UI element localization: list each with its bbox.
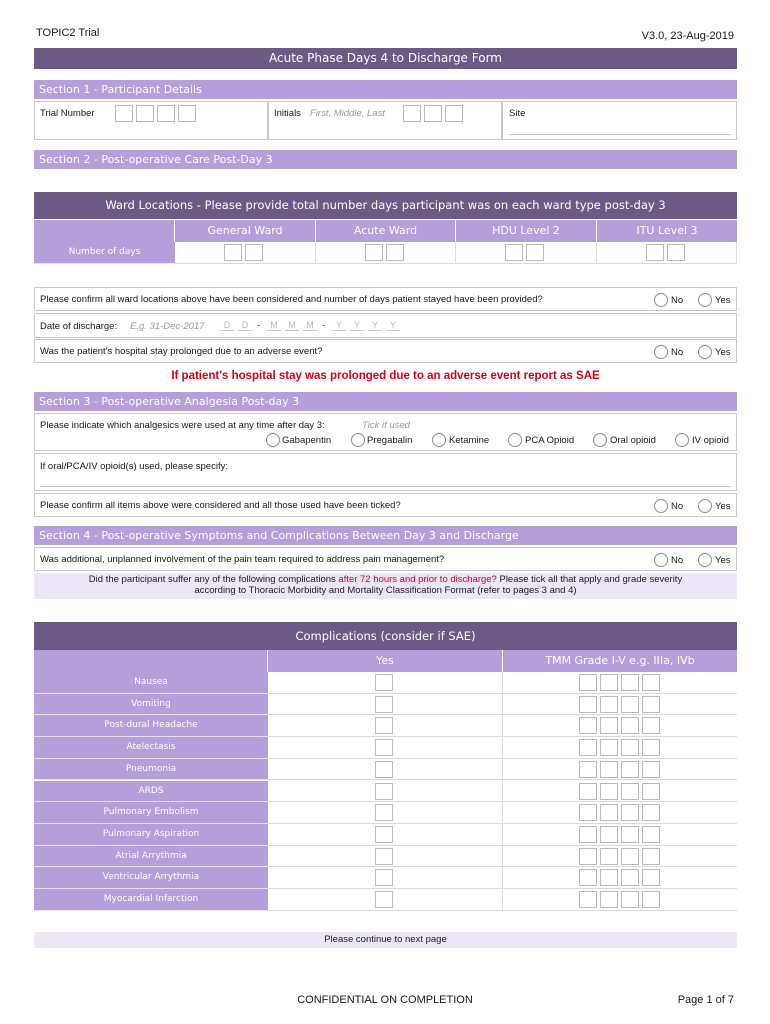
continue-note: Please continue to next page bbox=[34, 932, 737, 948]
section3-title: Section 3 - Post-operative Analgesia Post-day 3 bbox=[34, 392, 737, 411]
tmm-grade-box[interactable] bbox=[579, 696, 597, 713]
ward-locations-title: Ward Locations - Please provide total number days participant was on each ward type post-day 3 bbox=[34, 192, 737, 219]
complication-grade-cell bbox=[503, 889, 737, 911]
section1-title: Section 1 - Participant Details bbox=[34, 80, 737, 99]
pca-opioid-checkbox[interactable] bbox=[508, 433, 522, 447]
pain-team-row bbox=[34, 547, 737, 571]
complication-yes-cell bbox=[268, 867, 503, 889]
pain-team-question: Was additional, unplanned involvement of the pain team required to address pain management? bbox=[40, 554, 445, 565]
pain-team-no-radio[interactable] bbox=[654, 553, 668, 567]
no-label: No bbox=[671, 347, 684, 358]
complication-yes-cell bbox=[268, 694, 503, 716]
pregabalin-label: Pregabalin bbox=[367, 435, 413, 446]
prolonged-no-radio[interactable] bbox=[654, 345, 668, 359]
tmm-grade-box[interactable] bbox=[621, 869, 639, 886]
tmm-grade-box[interactable] bbox=[621, 804, 639, 821]
initials-hint: First, Middle, Last bbox=[310, 108, 385, 119]
days-digit[interactable] bbox=[224, 244, 242, 261]
opioid-specify-field[interactable] bbox=[40, 486, 731, 487]
hdu-days bbox=[456, 242, 597, 264]
tmm-grade-box[interactable] bbox=[642, 717, 660, 734]
oral-opioid-checkbox[interactable] bbox=[593, 433, 607, 447]
instruction-text: Did the participant suffer any of the following complications bbox=[88, 574, 339, 585]
analgesics-row bbox=[34, 413, 737, 451]
complication-yes-checkbox[interactable] bbox=[375, 761, 393, 778]
confirm-items-row bbox=[34, 493, 737, 517]
trial-name: TOPIC2 Trial bbox=[36, 27, 100, 39]
complication-grade-cell bbox=[503, 672, 737, 694]
complication-grade-cell bbox=[503, 846, 737, 868]
tmm-grade-box[interactable] bbox=[642, 783, 660, 800]
col-hdu-level-2: HDU Level 2 bbox=[456, 220, 597, 242]
tmm-grade-box[interactable] bbox=[600, 761, 618, 778]
tmm-grade-box[interactable] bbox=[621, 761, 639, 778]
tmm-grade-box[interactable] bbox=[642, 869, 660, 886]
ketamine-label: Ketamine bbox=[449, 435, 490, 446]
days-digit[interactable] bbox=[646, 244, 664, 261]
tmm-grade-box[interactable] bbox=[621, 783, 639, 800]
complication-yes-cell bbox=[268, 846, 503, 868]
acute-ward-days bbox=[316, 242, 456, 264]
iv-opioid-checkbox[interactable] bbox=[675, 433, 689, 447]
page-number: Page 1 of 7 bbox=[677, 994, 734, 1006]
no-label: No bbox=[671, 501, 684, 512]
col-itu-level-3: ITU Level 3 bbox=[597, 220, 737, 242]
ward-confirm-no-radio[interactable] bbox=[654, 293, 668, 307]
complication-label: Pulmonary Embolism bbox=[34, 802, 268, 824]
tmm-grade-box[interactable] bbox=[621, 826, 639, 843]
tmm-grade-box[interactable] bbox=[642, 848, 660, 865]
no-label: No bbox=[671, 555, 684, 566]
date-month-2[interactable]: M bbox=[285, 320, 299, 331]
opioid-specify-row bbox=[34, 453, 737, 491]
date-separator: - bbox=[257, 320, 261, 331]
initials-box bbox=[268, 101, 502, 140]
oral-opioid-label: Oral opioid bbox=[610, 435, 656, 446]
complication-label: Nausea bbox=[34, 672, 268, 694]
pca-opioid-label: PCA Opioid bbox=[525, 435, 575, 446]
opioid-specify-label: If oral/PCA/IV opioid(s) used, please specify: bbox=[40, 461, 228, 472]
complication-label: Pneumonia bbox=[34, 759, 268, 781]
tmm-grade-box[interactable] bbox=[579, 739, 597, 756]
complication-grade-cell bbox=[503, 694, 737, 716]
trial-number-digit[interactable] bbox=[136, 105, 154, 122]
tmm-grade-box[interactable] bbox=[621, 739, 639, 756]
prolonged-yes-radio[interactable] bbox=[698, 345, 712, 359]
complication-yes-cell bbox=[268, 824, 503, 846]
tmm-grade-box[interactable] bbox=[579, 848, 597, 865]
complication-grade-cell bbox=[503, 802, 737, 824]
date-day-2[interactable]: D bbox=[238, 320, 252, 331]
prolonged-row bbox=[34, 339, 737, 363]
tmm-grade-box[interactable] bbox=[642, 804, 660, 821]
complication-yes-checkbox[interactable] bbox=[375, 848, 393, 865]
trial-number-box bbox=[34, 101, 268, 140]
instruction-highlight: after 72 hours and prior to discharge? bbox=[338, 574, 497, 585]
date-day-1[interactable]: D bbox=[220, 320, 234, 331]
complication-label: Pulmonary Aspiration bbox=[34, 824, 268, 846]
days-digit[interactable] bbox=[526, 244, 544, 261]
tmm-grade-box[interactable] bbox=[621, 848, 639, 865]
yes-label: Yes bbox=[715, 295, 731, 306]
tmm-grade-box[interactable] bbox=[600, 783, 618, 800]
tmm-grade-box[interactable] bbox=[579, 891, 597, 908]
tmm-grade-box[interactable] bbox=[600, 848, 618, 865]
tmm-grade-box[interactable] bbox=[600, 891, 618, 908]
instruction-text: Please tick all that apply and grade severity bbox=[496, 574, 683, 585]
complication-grade-cell bbox=[503, 715, 737, 737]
tmm-grade-box[interactable] bbox=[579, 717, 597, 734]
tmm-grade-box[interactable] bbox=[642, 761, 660, 778]
analgesics-question: Please indicate which analgesics were used at any time after day 3: bbox=[40, 420, 325, 431]
yes-label: Yes bbox=[715, 501, 731, 512]
tmm-grade-box[interactable] bbox=[642, 674, 660, 691]
ward-confirm-question: Please confirm all ward locations above have been considered and number of days patient stayed have been provided? bbox=[40, 294, 543, 305]
complication-yes-checkbox[interactable] bbox=[375, 826, 393, 843]
tmm-grade-box[interactable] bbox=[600, 674, 618, 691]
date-month-1[interactable]: M bbox=[267, 320, 281, 331]
complications-title: Complications (consider if SAE) bbox=[34, 622, 737, 650]
complication-yes-checkbox[interactable] bbox=[375, 717, 393, 734]
date-month-3[interactable]: M bbox=[303, 320, 317, 331]
complication-yes-checkbox[interactable] bbox=[375, 891, 393, 908]
section2-title: Section 2 - Post-operative Care Post-Day 3 bbox=[34, 150, 737, 169]
prolonged-question: Was the patient's hospital stay prolonged due to an adverse event? bbox=[40, 346, 323, 357]
trial-number-label: Trial Number bbox=[40, 108, 95, 119]
tmm-grade-box[interactable] bbox=[579, 804, 597, 821]
tmm-grade-box[interactable] bbox=[600, 739, 618, 756]
initials-label: Initials bbox=[274, 108, 301, 119]
date-separator: - bbox=[322, 320, 326, 331]
discharge-date-row bbox=[34, 313, 737, 338]
complication-grade-cell bbox=[503, 824, 737, 846]
trial-number-digit[interactable] bbox=[157, 105, 175, 122]
complication-yes-cell bbox=[268, 715, 503, 737]
confirm-items-yes-radio[interactable] bbox=[698, 499, 712, 513]
discharge-date-hint: E.g. 31-Dec-2017 bbox=[130, 321, 205, 332]
complication-yes-checkbox[interactable] bbox=[375, 869, 393, 886]
general-ward-days bbox=[175, 242, 316, 264]
complication-label: Ventricular Arrythmia bbox=[34, 867, 268, 889]
tmm-grade-box[interactable] bbox=[579, 783, 597, 800]
tmm-grade-box[interactable] bbox=[600, 869, 618, 886]
date-year-4[interactable]: Y bbox=[386, 320, 400, 331]
complication-label: Post-dural Headache bbox=[34, 715, 268, 737]
tmm-grade-box[interactable] bbox=[600, 826, 618, 843]
complication-label: Atelectasis bbox=[34, 737, 268, 759]
gabapentin-checkbox[interactable] bbox=[266, 433, 280, 447]
tmm-grade-box[interactable] bbox=[579, 826, 597, 843]
complication-yes-checkbox[interactable] bbox=[375, 804, 393, 821]
confidential-footer: CONFIDENTIAL ON COMPLETION bbox=[297, 994, 473, 1006]
confirm-items-question: Please confirm all items above were considered and all those used have been ticked? bbox=[40, 500, 401, 511]
tmm-grade-box[interactable] bbox=[600, 717, 618, 734]
version-label: V3.0, 23-Aug-2019 bbox=[641, 30, 734, 42]
date-year-1[interactable]: Y bbox=[332, 320, 346, 331]
tmm-grade-box[interactable] bbox=[642, 739, 660, 756]
tmm-grade-box[interactable] bbox=[621, 696, 639, 713]
ward-confirm-row bbox=[34, 287, 737, 311]
site-label: Site bbox=[509, 108, 526, 119]
tick-hint: Tick if used bbox=[362, 420, 410, 431]
complication-yes-cell bbox=[268, 889, 503, 911]
site-box bbox=[502, 101, 737, 140]
ketamine-checkbox[interactable] bbox=[432, 433, 446, 447]
complication-yes-checkbox[interactable] bbox=[375, 674, 393, 691]
tmm-grade-box[interactable] bbox=[642, 891, 660, 908]
complications-corner-cell bbox=[34, 650, 268, 672]
ward-confirm-yes-radio[interactable] bbox=[698, 293, 712, 307]
initial-middle[interactable] bbox=[424, 105, 442, 122]
tmm-grade-box[interactable] bbox=[621, 674, 639, 691]
col-yes: Yes bbox=[268, 650, 503, 672]
initial-first[interactable] bbox=[403, 105, 421, 122]
ward-corner-cell bbox=[34, 220, 175, 242]
gabapentin-label: Gabapentin bbox=[282, 435, 332, 446]
days-digit[interactable] bbox=[505, 244, 523, 261]
complication-label: Myocardial Infarction bbox=[34, 889, 268, 911]
tmm-grade-box[interactable] bbox=[579, 869, 597, 886]
tmm-grade-box[interactable] bbox=[621, 717, 639, 734]
complication-yes-cell bbox=[268, 759, 503, 781]
days-digit[interactable] bbox=[667, 244, 685, 261]
trial-number-digit[interactable] bbox=[178, 105, 196, 122]
days-digit[interactable] bbox=[245, 244, 263, 261]
tmm-grade-box[interactable] bbox=[600, 804, 618, 821]
col-tmm-grade: TMM Grade I-V e.g. IIIa, IVb bbox=[503, 650, 737, 672]
complication-label: ARDS bbox=[34, 781, 268, 803]
section4-title: Section 4 - Post-operative Symptoms and Complications Between Day 3 and Discharge bbox=[34, 526, 737, 545]
tmm-grade-box[interactable] bbox=[579, 761, 597, 778]
form-title: Acute Phase Days 4 to Discharge Form bbox=[34, 48, 737, 69]
site-field[interactable] bbox=[509, 134, 731, 135]
complication-label: Atrial Arrythmia bbox=[34, 846, 268, 868]
tmm-grade-box[interactable] bbox=[579, 674, 597, 691]
complication-grade-cell bbox=[503, 737, 737, 759]
complication-yes-checkbox[interactable] bbox=[375, 783, 393, 800]
complication-label: Vomiting bbox=[34, 694, 268, 716]
yes-label: Yes bbox=[715, 347, 731, 358]
number-of-days-label: Number of days bbox=[34, 242, 175, 264]
confirm-items-no-radio[interactable] bbox=[654, 499, 668, 513]
pain-team-yes-radio[interactable] bbox=[698, 553, 712, 567]
complication-grade-cell bbox=[503, 781, 737, 803]
trial-number-digit[interactable] bbox=[115, 105, 133, 122]
discharge-date-label: Date of discharge: bbox=[40, 321, 118, 332]
initial-last[interactable] bbox=[445, 105, 463, 122]
date-year-2[interactable]: Y bbox=[350, 320, 364, 331]
tmm-grade-box[interactable] bbox=[642, 696, 660, 713]
complication-grade-cell bbox=[503, 867, 737, 889]
complication-yes-cell bbox=[268, 737, 503, 759]
pregabalin-checkbox[interactable] bbox=[351, 433, 365, 447]
instruction-line-2: according to Thoracic Morbidity and Mortality Classification Format (refer to pages 3 and 4) bbox=[194, 585, 577, 596]
complications-instructions bbox=[34, 573, 737, 599]
complication-yes-cell bbox=[268, 672, 503, 694]
iv-opioid-label: IV opioid bbox=[692, 435, 729, 446]
days-digit[interactable] bbox=[386, 244, 404, 261]
itu-days bbox=[597, 242, 737, 264]
complication-yes-cell bbox=[268, 802, 503, 824]
yes-label: Yes bbox=[715, 555, 731, 566]
sae-notice: If patient's hospital stay was prolonged due to an adverse event report as SAE bbox=[171, 370, 600, 382]
days-digit[interactable] bbox=[365, 244, 383, 261]
tmm-grade-box[interactable] bbox=[621, 891, 639, 908]
tmm-grade-box[interactable] bbox=[600, 696, 618, 713]
complication-grade-cell bbox=[503, 759, 737, 781]
col-general-ward: General Ward bbox=[175, 220, 316, 242]
complication-yes-checkbox[interactable] bbox=[375, 739, 393, 756]
complication-yes-checkbox[interactable] bbox=[375, 696, 393, 713]
date-year-3[interactable]: Y bbox=[368, 320, 382, 331]
no-label: No bbox=[671, 295, 684, 306]
tmm-grade-box[interactable] bbox=[642, 826, 660, 843]
col-acute-ward: Acute Ward bbox=[316, 220, 456, 242]
complication-yes-cell bbox=[268, 781, 503, 803]
